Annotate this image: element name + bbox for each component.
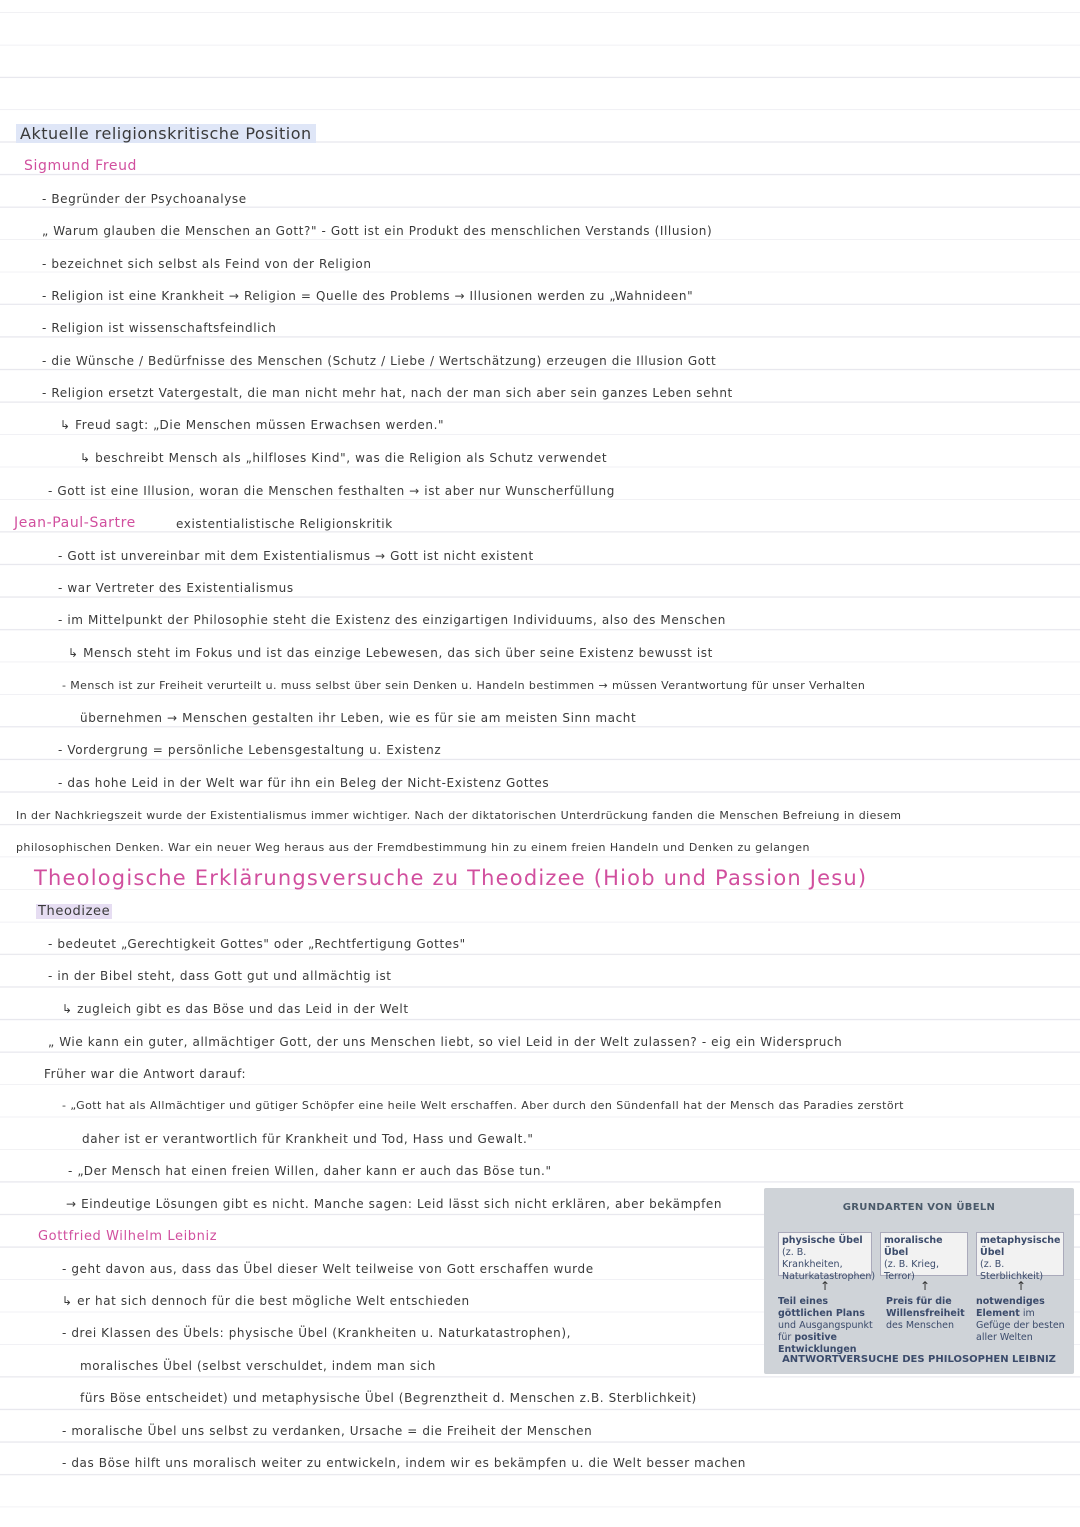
freud-line: „ Warum glauben die Menschen an Gott?" - Gott ist ein Produkt des menschlichen Verstands (Illusion) — [42, 224, 713, 238]
leibniz-line: - geht davon aus, dass das Übel dieser Welt teilweise von Gott erschaffen wurde — [62, 1262, 594, 1276]
freud-line: - bezeichnet sich selbst als Feind von der Religion — [42, 257, 372, 271]
freud-line: ↳ beschreibt Mensch als „hilfloses Kind", was die Religion als Schutz verwendet — [80, 451, 608, 465]
figure-desc-physical: Teil eines göttlichen Plans und Ausgangspunkt für positive Entwicklungen — [778, 1296, 873, 1355]
theodizee-line: - „Der Mensch hat einen freien Willen, daher kann er auch das Böse tun." — [68, 1164, 552, 1178]
figure-cell-physical — [778, 1232, 876, 1282]
sartre-line: - Mensch ist zur Freiheit verurteilt u. muss selbst über sein Denken u. Handeln bestimmen → müssen Verantwortung für unser Verhalten — [62, 679, 866, 692]
leibniz-line: - moralische Übel uns selbst zu verdanken, Ursache = die Freiheit der Menschen — [62, 1424, 593, 1438]
sartre-line: - war Vertreter des Existentialismus — [58, 581, 294, 595]
sartre-line: - Vordergrung = persönliche Lebensgestaltung u. Existenz — [58, 743, 442, 757]
sartre-paragraph: In der Nachkriegszeit wurde der Existentialismus immer wichtiger. Nach der diktatorischen Unterdrückung fanden die Menschen Befreiung in diesem — [16, 809, 902, 822]
figure-desc-metaphysical: notwendiges Element im Gefüge der besten aller Welten — [976, 1296, 1065, 1343]
theodizee-line: - in der Bibel steht, dass Gott gut und allmächtig ist — [48, 969, 392, 983]
figure-cell-metaphysical — [976, 1232, 1064, 1282]
section-title: Aktuelle religionskritische Position — [16, 124, 316, 143]
cell-head: physische Übel — [782, 1235, 863, 1246]
arrow-up-icon: ↑ — [920, 1279, 931, 1293]
figure-cell-moral — [880, 1232, 968, 1282]
sartre-paragraph: philosophischen Denken. War ein neuer Weg heraus aus der Fremdbestimmung hin zu einem freien Handeln und Denken zu gelangen — [16, 841, 810, 854]
sartre-line: übernehmen → Menschen gestalten ihr Leben, wie es für sie am meisten Sinn macht — [80, 711, 637, 725]
leibniz-line: - das Böse hilft uns moralisch weiter zu entwickeln, indem wir es bekämpfen u. die Welt besser machen — [62, 1456, 747, 1470]
theodizee-sub: Theodizee — [38, 904, 111, 919]
theodizee-line: daher ist er verantwortlich für Krankheit und Tod, Hass und Gewalt." — [82, 1132, 534, 1146]
freud-line: - die Wünsche / Bedürfnisse des Menschen (Schutz / Liebe / Wertschätzung) erzeugen die Illusion Gott — [42, 354, 717, 368]
theodizee-line: Früher war die Antwort darauf: — [44, 1067, 247, 1081]
figure-footer: ANTWORTVERSUCHE DES PHILOSOPHEN LEIBNIZ — [782, 1354, 1056, 1365]
leibniz-line: - drei Klassen des Übels: physische Übel (Krankheiten u. Naturkatastrophen), — [62, 1326, 572, 1340]
sartre-line: - Gott ist unvereinbar mit dem Existentialismus → Gott ist nicht existent — [58, 549, 534, 563]
cell-sub: (z. B. Sterblichkeit) — [980, 1259, 1044, 1282]
arrow-up-icon: ↑ — [1016, 1279, 1027, 1293]
figure-desc-moral: Preis für die Willensfreiheit des Menschen — [886, 1296, 965, 1331]
theodizee-line: „ Wie kann ein guter, allmächtiger Gott, der uns Menschen liebt, so viel Leid in der Welt zulassen? - eig ein Widerspruch — [48, 1035, 843, 1049]
freud-name: Sigmund Freud — [24, 158, 138, 174]
theodizee-line: - „Gott hat als Allmächtiger und gütiger Schöpfer eine heile Welt erschaffen. Aber durch den Sündenfall hat der Mensch das Paradies zerstört — [62, 1099, 904, 1112]
leibniz-line: moralisches Übel (selbst verschuldet, indem man sich — [80, 1359, 436, 1373]
sartre-line: - das hohe Leid in der Welt war für ihn ein Beleg der Nicht-Existenz Gottes — [58, 776, 550, 790]
evil-types-figure — [764, 1188, 1074, 1374]
cell-sub: (z. B. Krankheiten, Naturkatastrophen) — [782, 1247, 876, 1282]
freud-line: - Religion ist eine Krankheit → Religion = Quelle des Problems → Illusionen werden zu „Wahnideen" — [42, 289, 694, 303]
freud-line: - Begründer der Psychoanalyse — [42, 192, 247, 206]
theodizee-line: → Eindeutige Lösungen gibt es nicht. Manche sagen: Leid lässt sich nicht erklären, aber bekämpfen — [66, 1197, 723, 1211]
freud-line: - Religion ersetzt Vatergestalt, die man nicht mehr hat, nach der man sich aber sein ganzes Leben sehnt — [42, 386, 733, 400]
cell-sub: (z. B. Krieg, Terror) — [884, 1259, 939, 1282]
sartre-subtitle: existentialistische Religionskritik — [176, 517, 393, 531]
leibniz-name: Gottfried Wilhelm Leibniz — [38, 1229, 218, 1244]
leibniz-line: fürs Böse entscheidet) und metaphysische Übel (Begrenztheit d. Menschen z.B. Sterblichkeit) — [80, 1391, 697, 1405]
freud-line: ↳ Freud sagt: „Die Menschen müssen Erwachsen werden." — [60, 418, 445, 432]
sartre-line: ↳ Mensch steht im Fokus und ist das einzige Lebewesen, das sich über seine Existenz bewusst ist — [68, 646, 713, 660]
arrow-up-icon: ↑ — [820, 1279, 831, 1293]
theodizee-heading: Theologische Erklärungsversuche zu Theodizee (Hiob und Passion Jesu) — [34, 866, 868, 890]
freud-line: - Gott ist eine Illusion, woran die Menschen festhalten → ist aber nur Wunscherfüllung — [48, 484, 615, 498]
cell-head: metaphysische Übel — [980, 1235, 1061, 1258]
sartre-line: - im Mittelpunkt der Philosophie steht die Existenz des einzigartigen Individuums, also des Menschen — [58, 613, 726, 627]
figure-title: GRUNDARTEN VON ÜBELN — [842, 1202, 996, 1213]
sartre-name: Jean-Paul-Sartre — [14, 515, 136, 531]
theodizee-line: - bedeutet „Gerechtigkeit Gottes" oder „Rechtfertigung Gottes" — [48, 937, 466, 951]
freud-line: - Religion ist wissenschaftsfeindlich — [42, 321, 277, 335]
theodizee-line: ↳ zugleich gibt es das Böse und das Leid in der Welt — [62, 1002, 409, 1016]
leibniz-line: ↳ er hat sich dennoch für die best mögliche Welt entschieden — [62, 1294, 470, 1308]
cell-head: moralische Übel — [884, 1235, 943, 1258]
